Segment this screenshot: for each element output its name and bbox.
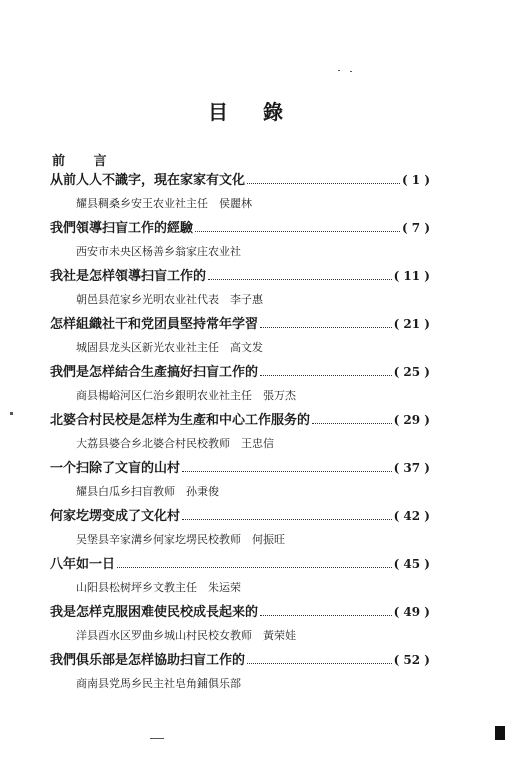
toc-entry-line [50, 168, 430, 192]
toc-entry-author: 大荔县婆合乡北婆合村民校教师 王忠信 [76, 437, 274, 450]
dot-leader [260, 600, 392, 616]
toc-entry [50, 648, 430, 696]
dot-leader [260, 360, 392, 376]
toc-entry-page-number: ( 7 ) [401, 221, 430, 235]
toc-entry [50, 456, 430, 504]
scan-edge-mark [495, 726, 505, 740]
toc-entry-line [50, 456, 430, 480]
toc-entry-page-number: ( 45 ) [393, 557, 430, 571]
dot-leader [247, 168, 400, 184]
toc-entry-author: 吴堡县辛家溝乡何家圪塄民校教师 何振旺 [76, 533, 285, 546]
toc-entry-author: 西安市未央区杨善乡翁家庄农业社 [76, 245, 241, 258]
dot-leader [247, 648, 392, 664]
toc-entry-author: 城固县龙头区新光农业社主任 高文发 [76, 341, 263, 354]
toc-entry [50, 168, 430, 216]
toc-entry-line [50, 264, 430, 288]
toc-entry-page-number: ( 42 ) [393, 509, 430, 523]
dot-leader [312, 408, 392, 424]
dot-leader [182, 456, 392, 472]
toc-entry-page-number: ( 37 ) [393, 461, 430, 475]
table-of-contents [50, 168, 430, 696]
toc-entry-title: 我是怎样克服困难使民校成長起来的 [50, 605, 259, 620]
toc-entry [50, 600, 430, 648]
toc-entry-page-number: ( 11 ) [393, 269, 430, 283]
toc-entry [50, 552, 430, 600]
toc-entry-title: 我社是怎样領導扫盲工作的 [50, 269, 207, 284]
toc-entry-title: 北婆合村民校是怎样为生產和中心工作服务的 [50, 413, 311, 428]
toc-entry-line [50, 408, 430, 432]
toc-entry-page-number: ( 25 ) [393, 365, 430, 379]
toc-entry-line [50, 648, 430, 672]
toc-entry-line [50, 600, 430, 624]
toc-entry-title: 我們是怎样結合生產搞好扫盲工作的 [50, 365, 259, 380]
toc-entry [50, 264, 430, 312]
toc-entry-author: 耀县白瓜乡扫盲教师 孙秉俊 [76, 485, 219, 498]
toc-entry-title: 我們領導扫盲工作的經驗 [50, 221, 194, 236]
dot-leader [182, 504, 392, 520]
toc-entry-page-number: ( 29 ) [393, 413, 430, 427]
toc-entry-author: 商县楊峪河区仁治乡銀明农业社主任 張万杰 [76, 389, 296, 402]
toc-entry-author: 洋县酉水区罗曲乡城山村民校女教师 黃荣娃 [76, 629, 296, 642]
dot-leader [117, 552, 392, 568]
toc-entry-title: 我們俱乐部是怎样協助扫盲工作的 [50, 653, 246, 668]
toc-entry [50, 504, 430, 552]
scan-speck [150, 738, 164, 739]
toc-entry-line [50, 312, 430, 336]
toc-entry-title: 八年如一日 [50, 557, 116, 572]
toc-entry [50, 312, 430, 360]
toc-entry-line [50, 216, 430, 240]
toc-entry-title: 何家圪塄变成了文化村 [50, 509, 181, 524]
page-title: 目 錄 [208, 100, 297, 124]
dot-leader [260, 312, 392, 328]
toc-entry-author: 山阳县松树坪乡文教主任 朱运荣 [76, 581, 241, 594]
toc-entry-page-number: ( 52 ) [393, 653, 430, 667]
toc-entry-author: 耀县稠桑乡安王农业社主任 侯麗林 [76, 197, 252, 210]
dot-leader [208, 264, 392, 280]
toc-entry-line [50, 552, 430, 576]
toc-entry-page-number: ( 21 ) [393, 317, 430, 331]
toc-entry-title: 怎样組織社干和党团員堅持常年学習 [50, 317, 259, 332]
toc-entry [50, 408, 430, 456]
toc-entry [50, 360, 430, 408]
toc-entry-page-number: ( 49 ) [393, 605, 430, 619]
scan-speck [338, 70, 340, 71]
toc-entry-page-number: ( 1 ) [401, 173, 430, 187]
preface-label: 前 言 [52, 154, 119, 169]
toc-entry [50, 216, 430, 264]
dot-leader [195, 216, 400, 232]
toc-entry-line [50, 360, 430, 384]
scan-speck [350, 71, 352, 72]
scan-speck [10, 412, 13, 415]
toc-entry-line [50, 504, 430, 528]
toc-entry-author: 朝邑县范家乡光明农业社代表 李子惠 [76, 293, 263, 306]
toc-entry-title: 从前人人不識字，現在家家有文化 [50, 173, 246, 188]
toc-entry-author: 商南县党馬乡民主社皂角鋪俱乐部 [76, 677, 241, 690]
toc-entry-title: 一个扫除了文盲的山村 [50, 461, 181, 476]
